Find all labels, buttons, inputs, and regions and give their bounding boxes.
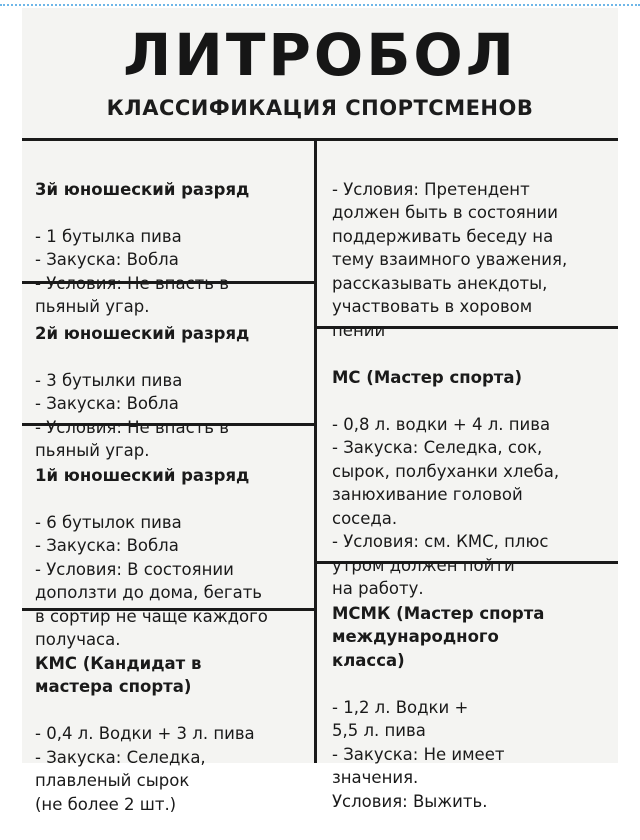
rank-heading: КМС (Кандидат в мастера спорта) bbox=[35, 653, 202, 696]
rank-heading: МСМК (Мастер спорта международного класса) bbox=[332, 603, 545, 670]
rank-heading: МС (Мастер спорта) bbox=[332, 367, 523, 387]
poster-subtitle: КЛАССИФИКАЦИЯ СПОРТСМЕНОВ bbox=[106, 96, 534, 120]
rank-card-msmk bbox=[332, 578, 616, 837]
rank-heading: 2й юношеский разряд bbox=[35, 323, 250, 343]
top-edge-strip bbox=[0, 0, 640, 6]
rank-details: - Условия: Претендент должен быть в состоянии поддерживать беседу на тему взаимного уважения, рассказывать анекдоты, участвовать в хоровом пении bbox=[332, 179, 568, 340]
rank-details: - 6 бутылок пива - Закуска: Вобла - Условия: В состоянии доползти до дома, бегать в сортир не чаще каждого получаса. bbox=[35, 512, 268, 649]
rank-details: - 1,2 л. Водки + 5,5 л. пива - Закуска: Не имеет значения. Условия: Выжить. bbox=[332, 697, 505, 811]
poster-title: ЛИТРОБОЛ bbox=[123, 21, 517, 89]
kms-conditions-continued bbox=[332, 154, 616, 366]
poster bbox=[22, 8, 618, 814]
rank-heading: 1й юношеский разряд bbox=[35, 465, 250, 485]
rank-heading: 3й юношеский разряд bbox=[35, 179, 250, 199]
rank-details: - 3 бутылки пива - Закуска: Вобла - Условия: Не впасть в пьяный угар. bbox=[35, 370, 229, 460]
column-divider bbox=[314, 140, 317, 763]
rank-details: - 0,8 л. водки + 4 л. пива - Закуска: Селедка, сок, сырок, полбуханки хлеба, занюхивание головой соседа. - Условия: см. КМС, плюс утром должен пойти на работу. bbox=[332, 414, 560, 598]
rank-details: - 0,4 л. Водки + 3 л. пива - Закуска: Селедка, плавленый сырок (не более 2 шт.) bbox=[35, 724, 255, 814]
rank-details: - 1 бутылка пива - Закуска: Вобла - Условия: Не впасть в пьяный угар. bbox=[35, 226, 229, 316]
rank-card-kms bbox=[35, 628, 310, 840]
header-rule bbox=[22, 138, 618, 141]
